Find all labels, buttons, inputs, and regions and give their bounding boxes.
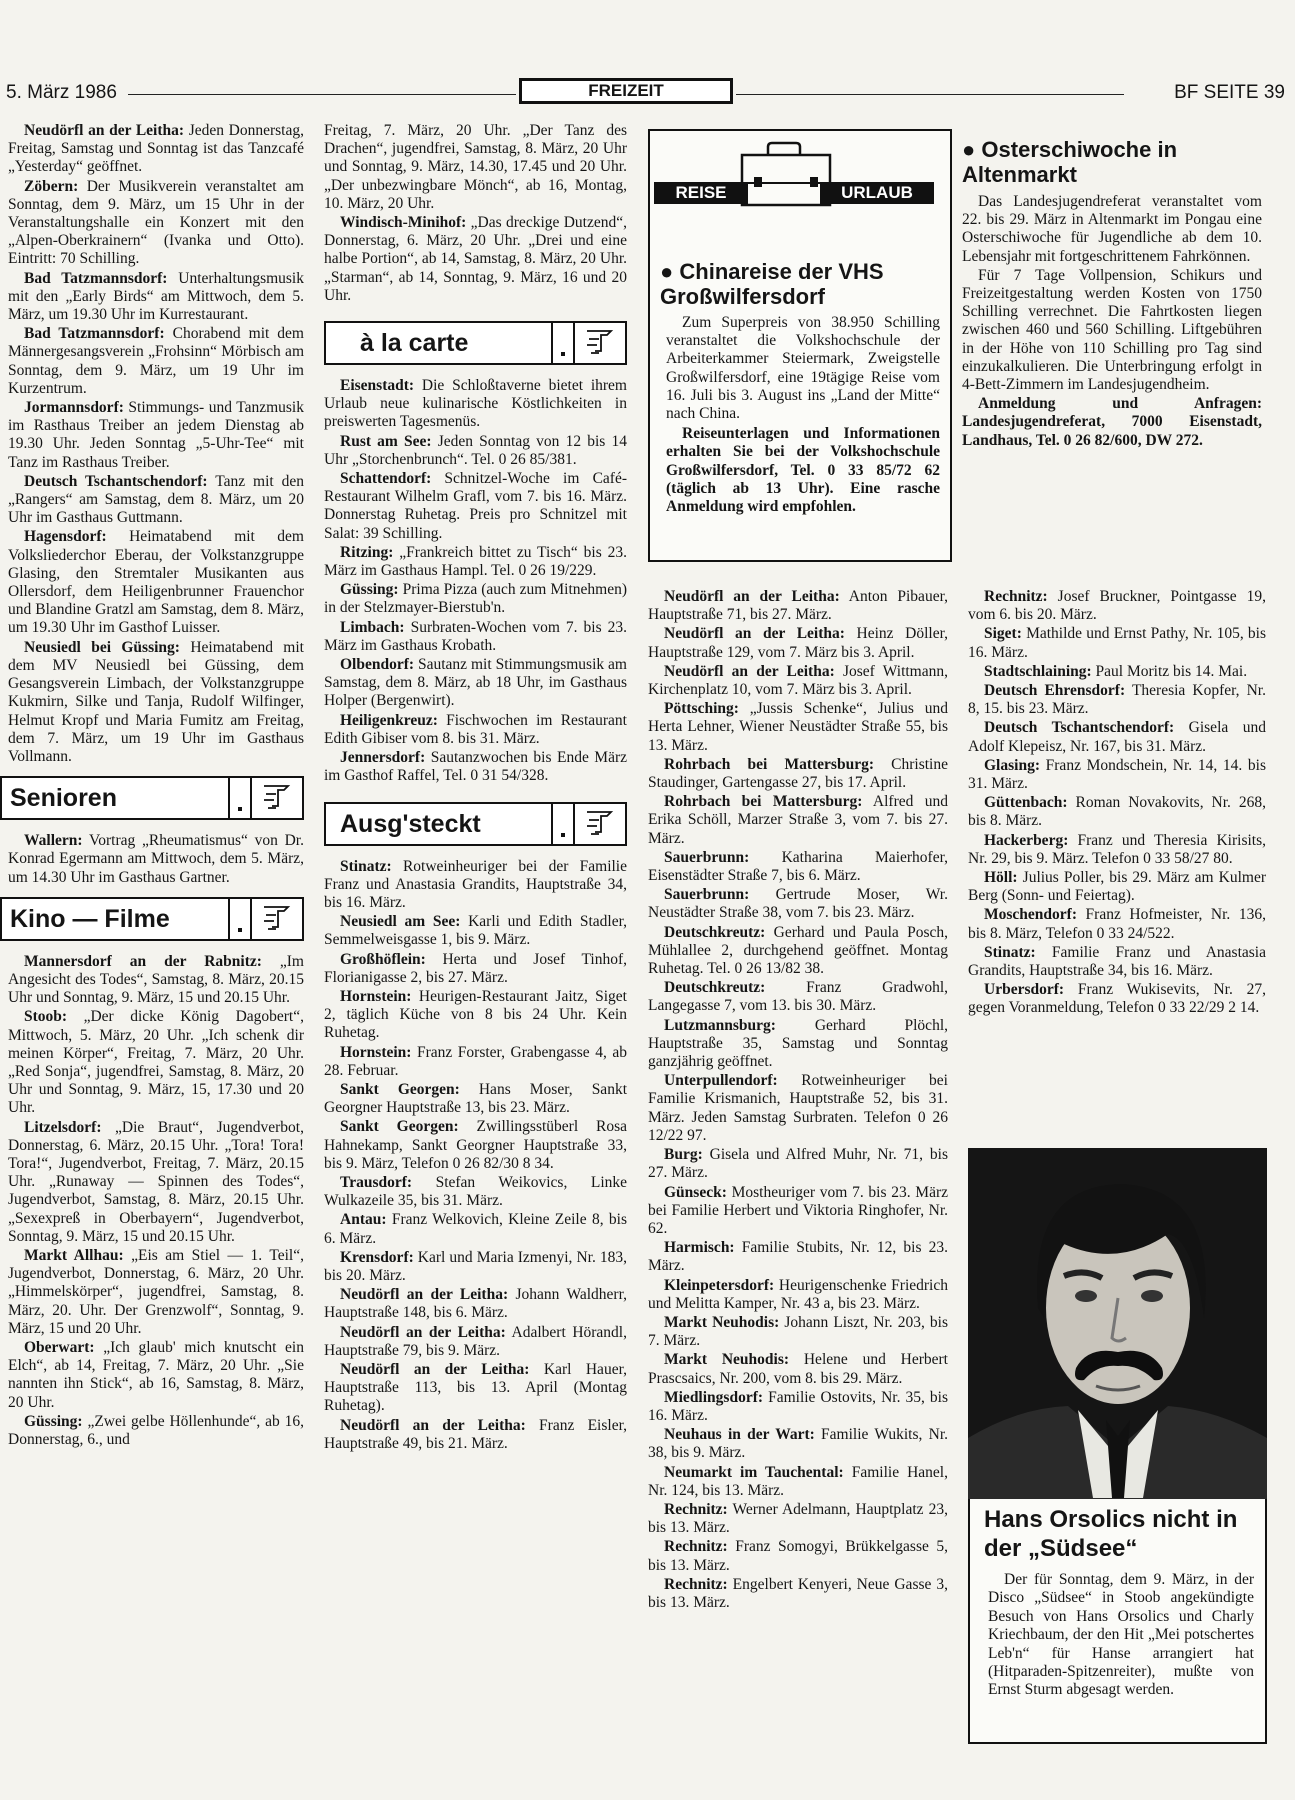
entry-place: Kleinpetersdorf: — [664, 1276, 775, 1294]
entry-place: Heiligenkreuz: — [340, 711, 438, 729]
listing-entry — [8, 639, 304, 766]
listing-entry — [968, 944, 1266, 980]
entry-text: Gisela und Alfred Muhr, Nr. 71, bis 27. März. — [648, 1146, 948, 1182]
listing-entry — [324, 1417, 627, 1453]
page-header — [0, 78, 1295, 108]
entry-place: Güttenbach: — [984, 794, 1068, 812]
listing-entry — [8, 325, 304, 398]
listing-kino — [8, 953, 304, 1449]
entry-text: Karl und Maria Izmenyi, Nr. 183, bis 20. März. — [324, 1248, 627, 1284]
listing-entry — [324, 1174, 627, 1210]
listing-entry — [648, 1389, 948, 1425]
entry-text: Franz Somogyi, Brükkelgasse 5, bis 13. März. — [648, 1538, 948, 1574]
entry-place: Großhöflein: — [340, 950, 426, 968]
entry-text: Heurigenschenke Friedrich und Melitta Kamper, Nr. 43 a, bis 23. März. — [648, 1276, 948, 1312]
entry-place: Limbach: — [340, 618, 405, 636]
listing-entry — [324, 619, 627, 655]
entry-place: Burg: — [664, 1146, 703, 1164]
entry-place: Trausdorf: — [340, 1173, 413, 1191]
listing-entry — [648, 886, 948, 922]
photo-headline: Hans Orsolics nicht in der „Südsee“ — [984, 1506, 1238, 1562]
rubric-box — [228, 899, 252, 939]
entry-text: Mostheuriger vom 7. bis 23. März bei Familie Herbert und Viktoria Ringhofer, Nr. 62. — [648, 1183, 948, 1237]
listing-events — [8, 122, 304, 766]
entry-place: Schattendorf: — [340, 470, 432, 488]
listing-entry — [648, 1538, 948, 1574]
travel-body: Zum Superpreis von 38.950 Schilling veranstaltet die Volkshochschule der Arbeiterkammer Steiermark, Zweigstelle Großwilfersdorf, eine 19tägige Reise vom 16. Juli bis 3. August ins „Land der Mitte“ nach China. Reiseunterlagen und Informationen erhalten Sie bei der Volkshochschule Großwilfersdorf, Tel. 0 33 85/72 62 (täglich ab 13 Uhr). Eine rasche Anmeldung wird empfohlen. — [666, 314, 940, 516]
entry-place: Litzelsdorf: — [24, 1118, 102, 1136]
entry-text: Prima Pizza (auch zum Mitnehmen) in der Stelzmayer-Bierstub'n. — [324, 581, 627, 617]
listing-entry — [324, 1286, 627, 1322]
listing-entry — [648, 924, 948, 979]
listing-entry — [8, 1119, 304, 1246]
entry-place: Glasing: — [984, 756, 1040, 774]
entry-place: Urbersdorf: — [984, 981, 1065, 999]
listing-entry — [648, 1277, 948, 1313]
entry-text: Stimmungs- und Tanzmusik im Rasthaus Treiber an jedem Dienstag ab 19.30 Uhr. Jeden Sonntag „5-Uhr-Tee“ mit Tanz im Rasthaus Treiber. — [8, 399, 304, 471]
entry-place: Rechnitz: — [984, 588, 1048, 605]
entry-place: Markt Neuhodis: — [664, 1313, 780, 1331]
entry-text: Familie Hanel, Nr. 124, bis 13. März. — [648, 1463, 948, 1499]
entry-place: Moschendorf: — [984, 906, 1077, 924]
entry-place: Neudörfl an der Leitha: — [664, 662, 835, 680]
listing-entry — [648, 1464, 948, 1500]
entry-place: Hagensdorf: — [24, 528, 107, 546]
listing-entry — [8, 1008, 304, 1117]
entry-text: Stefan Weikovics, Linke Wulkazeile 35, bis 31. März. — [324, 1173, 627, 1210]
photo-caption-box — [968, 1499, 1267, 1744]
listing-entry — [8, 473, 304, 528]
listing-entry — [324, 214, 627, 305]
listing-entry — [324, 749, 627, 785]
entry-place: Siget: — [984, 625, 1022, 643]
entry-text: Fischwochen im Restaurant Edith Gibiser vom 8. bis 31. März. — [324, 711, 627, 747]
entry-text: „Der dicke König Dagobert“, Mittwoch, 5. März, 20 Uhr. „Ich schenk dir meinen Körper“, Freitag, 7. März, 20 Uhr. „Red Sonja“, jugendfrei, Samstag, 8. März, 20 Uhr und Sonntag, 9. März, 15, 17.30 und 20 Uhr. — [8, 1008, 304, 1117]
listing-entry — [648, 625, 948, 661]
entry-text: Josef Bruckner, Pointgasse 19, vom 6. bis 20. März. — [968, 588, 1266, 624]
entry-text: Franz Eisler, Hauptstraße 49, bis 21. März. — [324, 1416, 627, 1452]
entry-text: Theresia Kopfer, Nr. 8, 15. bis 23. März. — [968, 682, 1266, 718]
entry-text: Tanz mit den „Rangers“ am Samstag, dem 8. März, um 20 Uhr im Gasthaus Guttmann. — [8, 472, 304, 527]
listing-ausgsteckt — [324, 858, 627, 1454]
entry-text: „Frankreich bittet zu Tisch“ bis 23. März im Gasthaus Hampl. Tel. 0 26 19/229. — [324, 543, 627, 580]
entry-place: Stadtschlaining: — [984, 662, 1092, 680]
page-number: BF SEITE 39 — [1174, 82, 1285, 103]
entry-text: Anton Pibauer, Hauptstraße 71, bis 27. März. — [648, 588, 948, 624]
entry-place: Windisch-Minihof: — [340, 214, 467, 232]
entry-place: Mannersdorf an der Rabnitz: — [24, 952, 262, 970]
entry-text: Herta und Josef Tinhof, Florianigasse 2, bis 27. März. — [324, 950, 627, 986]
listing-entry — [648, 588, 948, 624]
entry-text: Surbraten-Wochen vom 7. bis 23. März im Gasthaus Krobath. — [324, 618, 627, 654]
entry-place: Olbendorf: — [340, 656, 415, 674]
entry-text: Jeden Donnerstag, Freitag, Samstag und Sonntag ist das Tanzcafé „Yesterday“ geöffnet. — [8, 122, 304, 176]
entry-place: Neudörfl an der Leitha: — [340, 1360, 530, 1378]
photo-text: Der für Sonntag, dem 9. März, in der Disco „Südsee“ in Stoob angekündigte Besuch von Hans Orsolics und Charly Kriechbaum, der den Hit „Mei potschertes Leb'n“ für Hanse arrangiert hat (Hitparaden-Spitzenreiter), mußte von Ernst Sturm abgesagt werden. — [988, 1571, 1254, 1699]
entry-place: Sauerbrunn: — [664, 848, 750, 866]
entry-place: Jennersdorf: — [340, 749, 426, 767]
rubric-title: à la carte — [360, 329, 469, 358]
entry-place: Deutsch Ehrensdorf: — [984, 682, 1126, 700]
entry-place: Rechnitz: — [664, 1538, 728, 1556]
listing-entry — [648, 793, 948, 848]
listing-entry — [648, 1072, 948, 1145]
entry-place: Hornstein: — [340, 987, 412, 1005]
entry-place: Oberwart: — [24, 1338, 95, 1356]
glass-icon — [583, 327, 615, 357]
header-rule-left — [128, 94, 516, 95]
listing-entry — [648, 756, 948, 792]
ostern-contact: Anmeldung und Anfragen: Landesjugendreferat, 7000 Eisenstadt, Landhaus, Tel. 0 26 82/600, DW 272. — [962, 395, 1262, 449]
entry-place: Bad Tatzmannsdorf: — [24, 269, 168, 287]
entry-text: Adalbert Hörandl, Hauptstraße 79, bis 9. März. — [324, 1323, 627, 1359]
listing-entry — [648, 1501, 948, 1537]
listing-heurige-2 — [968, 588, 1266, 1018]
entry-text: „Das dreckige Dutzend“, Donnerstag, 6. März, 20 Uhr. „Drei und eine halbe Portion“, ab 14, Samstag, 8. März, 20 Uhr. „Starman“, ab 14, Sonntag, 9. März, 16 und 20 Uhr. — [324, 214, 627, 304]
portrait-illustration — [968, 1148, 1267, 1499]
entry-text: Zwillingsstüberl Rosa Hahnekamp, Sankt Georgner Hauptstraße 33, bis 9. März, Telefon 0 26 82/30 8 34. — [324, 1118, 628, 1172]
bullet-icon: ● — [962, 137, 982, 162]
listing-heurige — [648, 588, 948, 1612]
listing-entry — [648, 663, 948, 699]
entry-text: Franz Forster, Grabengasse 4, ab 28. Februar. — [324, 1043, 627, 1079]
entry-place: Eisenstadt: — [340, 377, 415, 395]
entry-text: Franz Mondschein, Nr. 14, 14. bis 31. März. — [968, 756, 1266, 793]
entry-text: Engelbert Kenyeri, Neue Gasse 3, bis 13. März. — [648, 1575, 948, 1611]
listing-entry — [324, 712, 627, 748]
listing-entry — [648, 1576, 948, 1612]
listing-entry — [324, 1118, 627, 1173]
entry-text: Franz Welkovich, Kleine Zeile 8, bis 6. März. — [324, 1211, 627, 1247]
entry-place: Antau: — [340, 1211, 387, 1229]
listing-entry — [8, 1339, 304, 1412]
travel-info: Reiseunterlagen und Informationen erhalten Sie bei der Volkshochschule Großwilfersdorf, Tel. 0 33 85/72 62 (täglich ab 13 Uhr). Eine rasche Anmeldung wird empfohlen. — [666, 425, 940, 516]
rubric-alacarte — [324, 321, 627, 365]
entry-place: Neudörfl an der Leitha: — [664, 588, 840, 605]
entry-text: „Zwei gelbe Höllenhunde“, ab 16, Donnerstag, 6., und — [8, 1412, 304, 1448]
entry-place: Zöbern: — [24, 177, 79, 195]
entry-place: Rohrbach bei Mattersburg: — [664, 755, 874, 773]
entry-place: Deutsch Tschantschendorf: — [984, 719, 1175, 737]
entry-text: Franz Wukisevits, Nr. 27, gegen Voranmeldung, Telefon 0 33 22/29 2 14. — [968, 981, 1266, 1017]
listing-alacarte — [324, 377, 627, 785]
entry-text: Chorabend mit dem Männergesangsverein „Frohsinn“ Mörbisch am Sonntag, dem 9. März, um 19 Uhr im Kurzentrum. — [8, 325, 304, 397]
entry-place: Deutsch Tschantschendorf: — [24, 472, 208, 490]
listing-entry — [968, 682, 1266, 718]
section-title: FREIZEIT — [519, 78, 733, 104]
listing-entry — [324, 1249, 627, 1285]
entry-text: Karl Hauer, Hauptstraße 113, bis 13. April (Montag Ruhetag). — [324, 1360, 627, 1415]
listing-entry — [324, 470, 627, 543]
entry-place: Deutschkreutz: — [664, 923, 766, 941]
listing-entry — [8, 1247, 304, 1338]
entry-text: Heurigen-Restaurant Jaitz, Siget 2, täglich Küche von 8 bis 24 Uhr. Kein Ruhetag. — [324, 987, 627, 1042]
listing-entry — [648, 1314, 948, 1350]
listing-entry — [324, 858, 627, 913]
entry-place: Neudörfl an der Leitha: — [664, 625, 845, 643]
entry-place: Deutschkreutz: — [664, 979, 766, 997]
listing-entry — [648, 700, 948, 755]
listing-entry — [648, 1239, 948, 1275]
rubric-kino — [0, 897, 304, 941]
entry-text: Heimatabend mit dem MV Neusiedl bei Güssing, dem Gesangsverein Limbach, der Volkstanzgruppe Kukmirn, Silke und Tanja, Rudolf Wilfinger, Helmut Kropf und Maria Fumitz am Freitag, dem 7. März, um 19 Uhr im Gasthaus Vollmann. — [8, 638, 304, 765]
entry-place: Stinatz: — [340, 857, 392, 875]
entry-text: Hans Moser, Sankt Georgner Hauptstraße 13, bis 23. März. — [324, 1080, 627, 1117]
entry-place: Krensdorf: — [340, 1248, 414, 1266]
listing-entry — [648, 1426, 948, 1462]
listing-entry — [968, 794, 1266, 830]
entry-text: Roman Novakovits, Nr. 268, bis 8. März. — [968, 794, 1266, 830]
entry-text: Franz und Theresia Kirisits, Nr. 29, bis 9. März. Telefon 0 33 58/27 80. — [968, 831, 1266, 867]
entry-place: Sauerbrunn: — [664, 886, 750, 904]
listing-entry — [968, 588, 1266, 624]
entry-text: Alfred und Erika Schöll, Marzer Straße 3, vom 7. bis 27. März. — [648, 793, 948, 847]
listing-senioren — [8, 832, 304, 887]
listing-entry — [8, 399, 304, 472]
listing-entry — [968, 906, 1266, 942]
entry-place: Harmisch: — [664, 1239, 735, 1257]
entry-text: „Jussis Schenke“, Julius und Herta Lehner, Wiener Neustädter Straße 55, bis 13. März. — [648, 700, 948, 754]
entry-text: „Die Braut“, Jugendverbot, Donnerstag, 6. März, 20.15 Uhr. „Tora! Tora! Tora!“, Jugendverbot, Freitag, 7. März, 20.15 Uhr. „Runaway — Spinnen des Todes“, Jugendverbot, Samstag, 8. März, 20.15 Uhr. „Sexexpreß in Oberbayern“, Jugendverbot, Sonntag, 9. März, 15 und 20.15 Uhr. — [8, 1118, 304, 1245]
entry-text: Franz Gradwohl, Langegasse 7, vom 13. bis 30. März. — [648, 979, 948, 1015]
entry-place: Günseck: — [664, 1183, 727, 1201]
listing-entry — [648, 1146, 948, 1182]
listing-entry — [648, 979, 948, 1015]
ostern-article: ● Osterschiwoche in Altenmarkt Das Landesjugendreferat veranstaltet vom 22. bis 29. März in Altenmarkt im Pongau eine Osterschiwoche für Jugendliche ab dem 10. Lebensjahr mit fortgeschrittenem Fahrkönnen. Für 7 Tage Vollpension, Schikurs und Freizeitgestaltung werden Kosten von 1750 Schilling verrechnet. Die Fahrtkosten liegen zwischen 460 und 560 Schilling. Liftgebühren in der Höhe von 110 Schilling pro Tag sind einzukalkulieren. Die Unterbringung erfolgt in 4-Bett-Zimmern im Landesjugendheim. Anmeldung und Anfragen: Landesjugendreferat, 7000 Eisenstadt, Landhaus, Tel. 0 26 82/600, DW 272. — [962, 137, 1262, 449]
entry-text: „Eis am Stiel — 1. Teil“, Jugendverbot, Donnerstag, 6. März, 20 Uhr. „Himmelskörper“, jugendfrei, Samstag, 8. März, 20. Uhr. Der Grenzwolf“, Sonntag, 9. März, 15 und 20 Uhr. — [8, 1246, 304, 1337]
entry-place: Pöttsching: — [664, 700, 739, 718]
entry-place: Rechnitz: — [664, 1500, 728, 1518]
listing-entry — [8, 270, 304, 325]
entry-text: Familie Franz und Anastasia Grandits, Hauptstraße 34, bis 16. März. — [968, 943, 1266, 980]
listing-entry — [968, 625, 1266, 661]
entry-text: Unterhaltungsmusik mit den „Early Birds“ am Mittwoch, dem 5. März, um 19.30 Uhr im Kurrestaurant. — [8, 269, 304, 324]
entry-text: Schnitzel-Woche im Café-Restaurant Wilhelm Grafl, vom 7. bis 16. März. Donnerstag Ruhetag. Preis pro Schnitzel mit Salat: 39 Schilling. — [324, 470, 627, 542]
entry-text: Jeden Sonntag von 12 bis 14 Uhr „Storchenbrunch“. Tel. 0 26 85/381. — [324, 432, 627, 468]
listing-entry — [324, 581, 627, 617]
listing-entry — [968, 757, 1266, 793]
entry-place: Bad Tatzmannsdorf: — [24, 325, 165, 343]
listing-entry — [324, 377, 627, 432]
listing-entry — [8, 528, 304, 637]
entry-place: Lutzmannsburg: — [664, 1016, 776, 1034]
listing-entry — [8, 122, 304, 177]
entry-place: Rohrbach bei Mattersburg: — [664, 793, 863, 811]
entry-text: Mathilde und Ernst Pathy, Nr. 105, bis 16. März. — [968, 625, 1266, 661]
rubric-title: Kino — Filme — [10, 904, 170, 933]
entry-text: Familie Ostovits, Nr. 35, bis 16. März. — [648, 1388, 948, 1424]
rubric-box — [551, 804, 575, 844]
entry-place: Güssing: — [340, 581, 399, 599]
listing-entry — [968, 663, 1266, 681]
entry-text: Heinz Döller, Hauptstraße 129, vom 7. März bis 3. April. — [648, 625, 948, 661]
listing-entry — [324, 1361, 627, 1416]
listing-entry — [8, 178, 304, 269]
entry-place: Sankt Georgen: — [340, 1080, 460, 1098]
listing-entry — [324, 656, 627, 711]
kino-continuation: Freitag, 7. März, 20 Uhr. „Der Tanz des Drachen“, jugendfrei, Samstag, 8. März, 20 Uhr und Sonntag, 9. März, 14.30, 17.45 und 20 Uhr. „Der unbezwingbare Mönch“, ab 16, Montag, 10. März, 20 Uhr. — [324, 122, 627, 212]
entry-text: Gerhard und Paula Posch, Mühlallee 2, durchgehend geöffnet. Montag Ruhetag. Tel. 0 26 13/82 38. — [648, 923, 948, 978]
entry-text: Christine Staudinger, Gartengasse 27, bis 17. April. — [648, 755, 948, 792]
rubric-title: Senioren — [10, 784, 117, 813]
listing-entry — [648, 849, 948, 885]
travel-headline: ● Chinareise der VHS Großwilfersdorf — [660, 259, 884, 309]
entry-place: Neusiedl bei Güssing: — [24, 638, 180, 656]
rubric-box — [551, 323, 575, 363]
entry-text: Die Schloßtaverne bietet ihrem Urlaub neue kulinarische Köstlichkeiten in preiswerten Tagesmenüs. — [324, 377, 627, 431]
entry-text: Helene und Herbert Prascsaics, Nr. 200, vom 8. bis 29. März. — [648, 1351, 948, 1387]
entry-text: Familie Wukits, Nr. 38, bis 9. März. — [648, 1426, 949, 1462]
entry-text: Johann Waldherr, Hauptstraße 148, bis 6. März. — [324, 1286, 627, 1322]
tag-urlaub: URLAUB — [820, 182, 934, 204]
listing-entry — [324, 433, 627, 469]
listing-entry — [968, 981, 1266, 1017]
entry-text: Gisela und Adolf Klepeisz, Nr. 167, bis 31. März. — [968, 719, 1266, 755]
entry-place: Sankt Georgen: — [340, 1118, 459, 1136]
rubric-senioren — [0, 776, 304, 820]
listing-entry — [324, 913, 627, 949]
entry-place: Unterpullendorf: — [664, 1072, 778, 1090]
entry-place: Güssing: — [24, 1412, 83, 1430]
listing-kino-2 — [324, 214, 627, 305]
bullet-icon: ● — [660, 259, 680, 284]
listing-entry — [8, 832, 304, 887]
entry-text: Franz Hofmeister, Nr. 136, bis 8. März, Telefon 0 33 24/522. — [968, 906, 1266, 942]
entry-place: Hackerberg: — [984, 831, 1069, 849]
listing-entry — [324, 988, 627, 1043]
entry-place: Hornstein: — [340, 1043, 412, 1061]
entry-text: „Im Angesicht des Todes“, Samstag, 8. März, 20.15 Uhr und Sonntag, 9. März, 15 und 20.15 Uhr. — [8, 952, 304, 1007]
column-2 — [324, 122, 627, 1454]
listing-entry — [648, 1351, 948, 1387]
entry-text: Karli und Edith Stadler, Semmelweisgasse 1, bis 9. März. — [324, 913, 627, 949]
entry-place: Stinatz: — [984, 943, 1036, 961]
ostern-headline: ● Osterschiwoche in Altenmarkt — [962, 137, 1178, 187]
glass-icon — [260, 903, 292, 933]
listing-entry — [324, 1324, 627, 1360]
entry-text: Johann Liszt, Nr. 203, bis 7. März. — [648, 1313, 948, 1350]
entry-place: Neudörfl an der Leitha: — [340, 1286, 509, 1304]
entry-place: Ritzing: — [340, 543, 394, 561]
tag-reise: REISE — [654, 182, 748, 204]
listing-entry — [8, 953, 304, 1008]
column-3 — [648, 588, 948, 1613]
listing-entry — [324, 1211, 627, 1247]
entry-place: Neudörfl an der Leitha: — [24, 122, 185, 139]
entry-text: Rotweinheuriger bei der Familie Franz und Anastasia Grandits, Hauptstraße 34, bis 16. März. — [324, 857, 627, 911]
listing-entry — [8, 1413, 304, 1449]
listing-entry — [648, 1017, 948, 1072]
issue-date: 5. März 1986 — [6, 82, 117, 103]
column-1 — [8, 122, 304, 1450]
entry-place: Neuhaus in der Wart: — [664, 1426, 815, 1444]
entry-text: Julius Poller, bis 29. März am Kulmer Berg (Sonn- und Feiertag). — [968, 869, 1266, 905]
entry-text: Vortrag „Rheumatismus“ von Dr. Konrad Egermann am Mittwoch, dem 5. März, um 14.30 Uhr im Gasthaus Gartner. — [8, 832, 304, 886]
entry-place: Neudörfl an der Leitha: — [340, 1416, 526, 1434]
entry-place: Jormannsdorf: — [24, 399, 124, 417]
entry-text: Josef Wittmann, Kirchenplatz 10, vom 7. März bis 3. April. — [648, 662, 948, 699]
entry-text: Sautanz mit Stimmungsmusik am Samstag, dem 8. März, ab 18 Uhr, im Gasthaus Holper (Bergenwirt). — [324, 656, 627, 710]
entry-place: Neumarkt im Tauchental: — [664, 1463, 844, 1481]
entry-text: Gerhard Plöchl, Hauptstraße 35, Samstag und Sonntag ganzjährig geöffnet. — [648, 1016, 948, 1071]
portrait-photo — [968, 1148, 1267, 1499]
entry-place: Neudörfl an der Leitha: — [340, 1323, 506, 1341]
entry-place: Miedlingsdorf: — [664, 1388, 764, 1406]
glass-icon — [260, 782, 292, 812]
listing-entry — [324, 1044, 627, 1080]
entry-place: Markt Allhau: — [24, 1246, 124, 1264]
entry-text: Paul Moritz bis 14. Mai. — [1091, 662, 1248, 680]
listing-entry — [968, 832, 1266, 868]
entry-place: Stoob: — [24, 1008, 68, 1026]
entry-place: Neusiedl am See: — [340, 913, 461, 931]
entry-text: Heimatabend mit dem Volksliederchor Eberau, der Volkstanzgruppe Glasing, den Stremtaler Musikanten aus Ollersdorf, dem Heiligenbrunner Frauenchor und Blandine Gratzl am Samstag, dem 8. März, um 19.30 Uhr im Gasthof Luisser. — [8, 528, 304, 637]
listing-entry — [968, 869, 1266, 905]
entry-text: Gertrude Moser, Wr. Neustädter Straße 38, vom 7. bis 23. März. — [648, 886, 948, 922]
entry-place: Rust am See: — [340, 432, 432, 450]
entry-place: Höll: — [984, 869, 1018, 887]
entry-place: Rechnitz: — [664, 1575, 728, 1593]
entry-text: „Ich glaub' mich knutscht ein Elch“, ab 14, Freitag, 7. März, 20 Uhr. „Sie nannten ihn Stick“, ab 16, Samstag, 8. März, 20 Uhr. — [8, 1338, 304, 1411]
listing-entry — [324, 544, 627, 580]
entry-place: Wallern: — [24, 832, 83, 850]
listing-entry — [648, 1184, 948, 1239]
travel-box — [648, 129, 952, 562]
entry-text: Der Musikverein veranstaltet am Sonntag, dem 9. März, um 15 Uhr in der Veranstaltungshalle ein Konzert mit den „Alpen-Oberkrainern“ (Ivanka und Otto). Eintritt: 70 Schilling. — [8, 177, 304, 268]
entry-text: Familie Stubits, Nr. 12, bis 23. März. — [648, 1239, 948, 1275]
rubric-box — [228, 778, 252, 818]
listing-entry — [968, 719, 1266, 755]
entry-text: Rotweinheuriger bei Familie Krismanich, Hauptstraße 52, bis 31. März. Jeden Samstag Surbraten. Telefon 0 26 12/22 97. — [648, 1072, 948, 1144]
glass-icon — [583, 808, 615, 838]
entry-text: Werner Adelmann, Hauptplatz 23, bis 13. März. — [648, 1500, 948, 1537]
entry-text: Sautanzwochen bis Ende März im Gasthof Raffel, Tel. 0 31 54/328. — [324, 749, 627, 785]
entry-place: Markt Neuhodis: — [664, 1351, 790, 1369]
header-rule-right — [736, 94, 1124, 95]
rubric-title: Ausg'steckt — [340, 809, 481, 838]
listing-entry — [324, 951, 627, 987]
entry-text: Katharina Maierhofer, Eisenstädter Straße 7, bis 6. März. — [648, 848, 948, 885]
column-4 — [968, 588, 1266, 1019]
listing-entry — [324, 1081, 627, 1117]
rubric-ausgsteckt — [324, 802, 627, 846]
